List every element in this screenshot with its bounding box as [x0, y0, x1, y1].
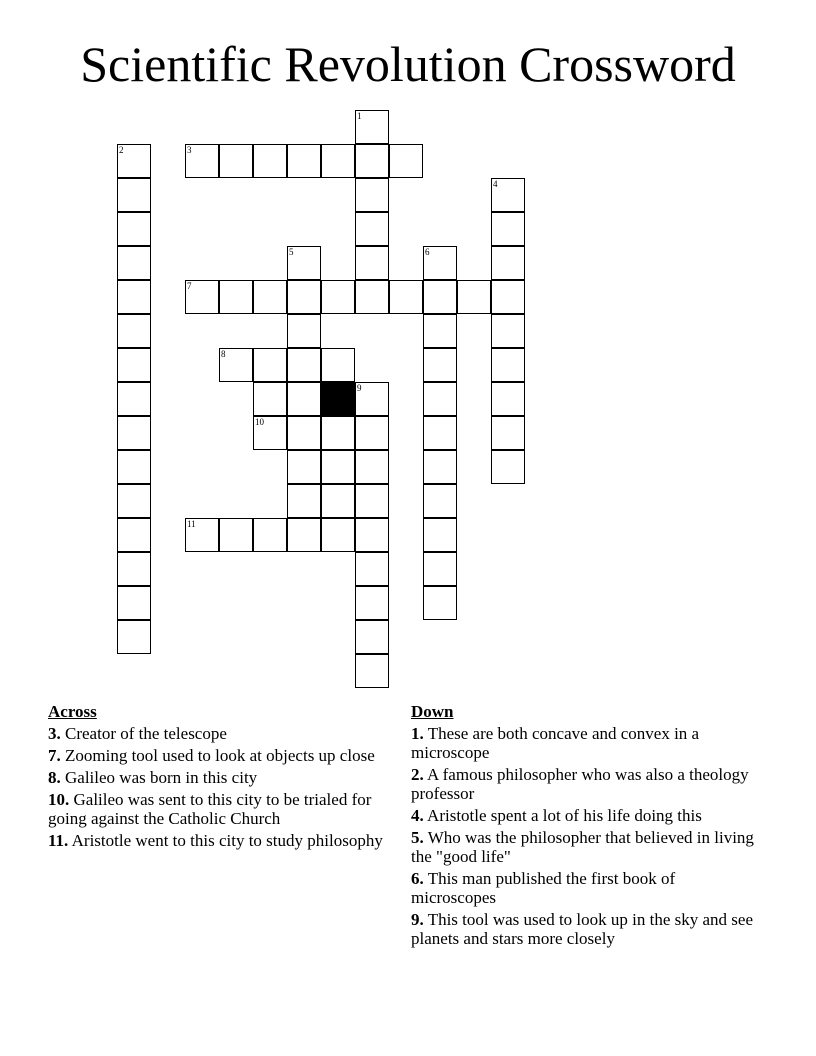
down-clue: [411, 765, 756, 803]
grid-cell[interactable]: [355, 144, 389, 178]
grid-cell[interactable]: [423, 382, 457, 416]
grid-cell[interactable]: [219, 144, 253, 178]
grid-cell[interactable]: [219, 280, 253, 314]
clue-number: 8.: [48, 768, 61, 787]
grid-cell[interactable]: [253, 280, 287, 314]
grid-cell[interactable]: [117, 314, 151, 348]
grid-cell[interactable]: [389, 144, 423, 178]
grid-cell[interactable]: [321, 416, 355, 450]
clue-number: 10.: [48, 790, 70, 809]
grid-cell[interactable]: [423, 280, 457, 314]
grid-cell[interactable]: [287, 484, 321, 518]
clue-text: This tool was used to look up in the sky and see planets and stars more closely: [411, 910, 754, 948]
clue-number: 1.: [411, 724, 424, 743]
clue-number: 4.: [411, 806, 424, 825]
cell-number: 1: [357, 111, 362, 121]
grid-cell[interactable]: [287, 450, 321, 484]
cell-number: 4: [493, 179, 498, 189]
cell-number: 10: [255, 417, 264, 427]
across-clue: [48, 724, 393, 743]
grid-cell[interactable]: [117, 586, 151, 620]
grid-cell[interactable]: [287, 518, 321, 552]
clue-text: Creator of the telescope: [60, 724, 227, 743]
grid-cell[interactable]: [117, 348, 151, 382]
grid-cell[interactable]: [389, 280, 423, 314]
down-clue: [411, 828, 756, 866]
grid-cell[interactable]: [355, 450, 389, 484]
grid-cell[interactable]: [253, 382, 287, 416]
grid-cell[interactable]: [117, 246, 151, 280]
grid-cell[interactable]: [321, 450, 355, 484]
grid-cell[interactable]: [423, 416, 457, 450]
grid-cell[interactable]: [355, 620, 389, 654]
grid-cell[interactable]: [491, 450, 525, 484]
grid-cell[interactable]: [117, 212, 151, 246]
grid-cell[interactable]: [117, 280, 151, 314]
blocked-cell: [321, 382, 355, 416]
cell-number: 8: [221, 349, 226, 359]
clue-number: 6.: [411, 869, 424, 888]
grid-cell[interactable]: [355, 552, 389, 586]
grid-cell[interactable]: [355, 586, 389, 620]
cell-number: 5: [289, 247, 294, 257]
grid-cell[interactable]: [491, 382, 525, 416]
grid-cell[interactable]: [355, 280, 389, 314]
clue-number: 5.: [411, 828, 424, 847]
clue-number: 9.: [411, 910, 424, 929]
cell-number: 2: [119, 145, 124, 155]
clue-text: Aristotle spent a lot of his life doing this: [423, 806, 702, 825]
grid-cell[interactable]: [491, 246, 525, 280]
grid-cell[interactable]: [321, 484, 355, 518]
grid-cell[interactable]: [117, 620, 151, 654]
down-heading: Down: [411, 702, 454, 721]
cell-number: 3: [187, 145, 192, 155]
down-clue: [411, 724, 756, 762]
grid-cell[interactable]: [423, 314, 457, 348]
across-clues: [48, 702, 393, 853]
grid-cell[interactable]: [355, 484, 389, 518]
down-clues: [411, 702, 756, 951]
clue-text: Aristotle went to this city to study philosophy: [68, 831, 383, 850]
grid-cell[interactable]: [491, 212, 525, 246]
clue-number: 3.: [48, 724, 61, 743]
grid-cell[interactable]: [117, 450, 151, 484]
across-clue: [48, 768, 393, 787]
clue-number: 2.: [411, 765, 424, 784]
grid-cell[interactable]: [321, 348, 355, 382]
grid-cell[interactable]: [423, 450, 457, 484]
grid-cell[interactable]: [117, 416, 151, 450]
grid-cell[interactable]: [355, 246, 389, 280]
cell-number: 7: [187, 281, 192, 291]
grid-cell[interactable]: [287, 416, 321, 450]
down-clue: [411, 910, 756, 948]
clue-text: Galileo was sent to this city to be trialed for going against the Catholic Church: [48, 790, 372, 828]
grid-cell[interactable]: [355, 212, 389, 246]
cell-number: 6: [425, 247, 430, 257]
grid-cell[interactable]: [355, 654, 389, 688]
grid-cell[interactable]: [321, 144, 355, 178]
grid-cell[interactable]: [117, 178, 151, 212]
grid-cell[interactable]: [287, 144, 321, 178]
grid-cell[interactable]: [355, 416, 389, 450]
clue-text: Galileo was born in this city: [60, 768, 258, 787]
grid-cell[interactable]: [355, 178, 389, 212]
across-heading: Across: [48, 702, 97, 721]
grid-cell[interactable]: [253, 348, 287, 382]
grid-cell[interactable]: [491, 280, 525, 314]
grid-cell[interactable]: [287, 382, 321, 416]
grid-cell[interactable]: [423, 552, 457, 586]
clue-text: Zooming tool used to look at objects up close: [60, 746, 375, 765]
across-clue: [48, 831, 393, 850]
grid-cell[interactable]: [117, 484, 151, 518]
down-clue: [411, 806, 756, 825]
grid-cell[interactable]: [321, 518, 355, 552]
clue-text: Who was the philosopher that believed in living the "good life": [411, 828, 754, 866]
grid-cell[interactable]: [253, 144, 287, 178]
grid-cell[interactable]: [491, 348, 525, 382]
cell-number: 9: [357, 383, 362, 393]
across-clue: [48, 746, 393, 765]
clue-text: A famous philosopher who was also a theology professor: [411, 765, 749, 803]
grid-cell[interactable]: [287, 314, 321, 348]
grid-cell[interactable]: [117, 552, 151, 586]
grid-cell[interactable]: [491, 314, 525, 348]
grid-cell[interactable]: [423, 586, 457, 620]
grid-cell[interactable]: [287, 348, 321, 382]
grid-cell[interactable]: [491, 416, 525, 450]
grid-cell[interactable]: [117, 518, 151, 552]
grid-cell[interactable]: [253, 518, 287, 552]
grid-cell[interactable]: [287, 280, 321, 314]
page-title: Scientific Revolution Crossword: [80, 36, 736, 92]
down-clue: [411, 869, 756, 907]
clue-number: 7.: [48, 746, 61, 765]
cell-number: 11: [187, 519, 196, 529]
grid-cell[interactable]: [321, 280, 355, 314]
grid-cell[interactable]: [423, 484, 457, 518]
grid-cell[interactable]: [457, 280, 491, 314]
clue-text: This man published the first book of microscopes: [411, 869, 676, 907]
grid-cell[interactable]: [423, 518, 457, 552]
grid-cell[interactable]: [423, 348, 457, 382]
grid-cell[interactable]: [355, 518, 389, 552]
grid-cell[interactable]: [117, 382, 151, 416]
clue-text: These are both concave and convex in a microscope: [411, 724, 700, 762]
across-clue: [48, 790, 393, 828]
clue-number: 11.: [48, 831, 69, 850]
grid-cell[interactable]: [219, 518, 253, 552]
